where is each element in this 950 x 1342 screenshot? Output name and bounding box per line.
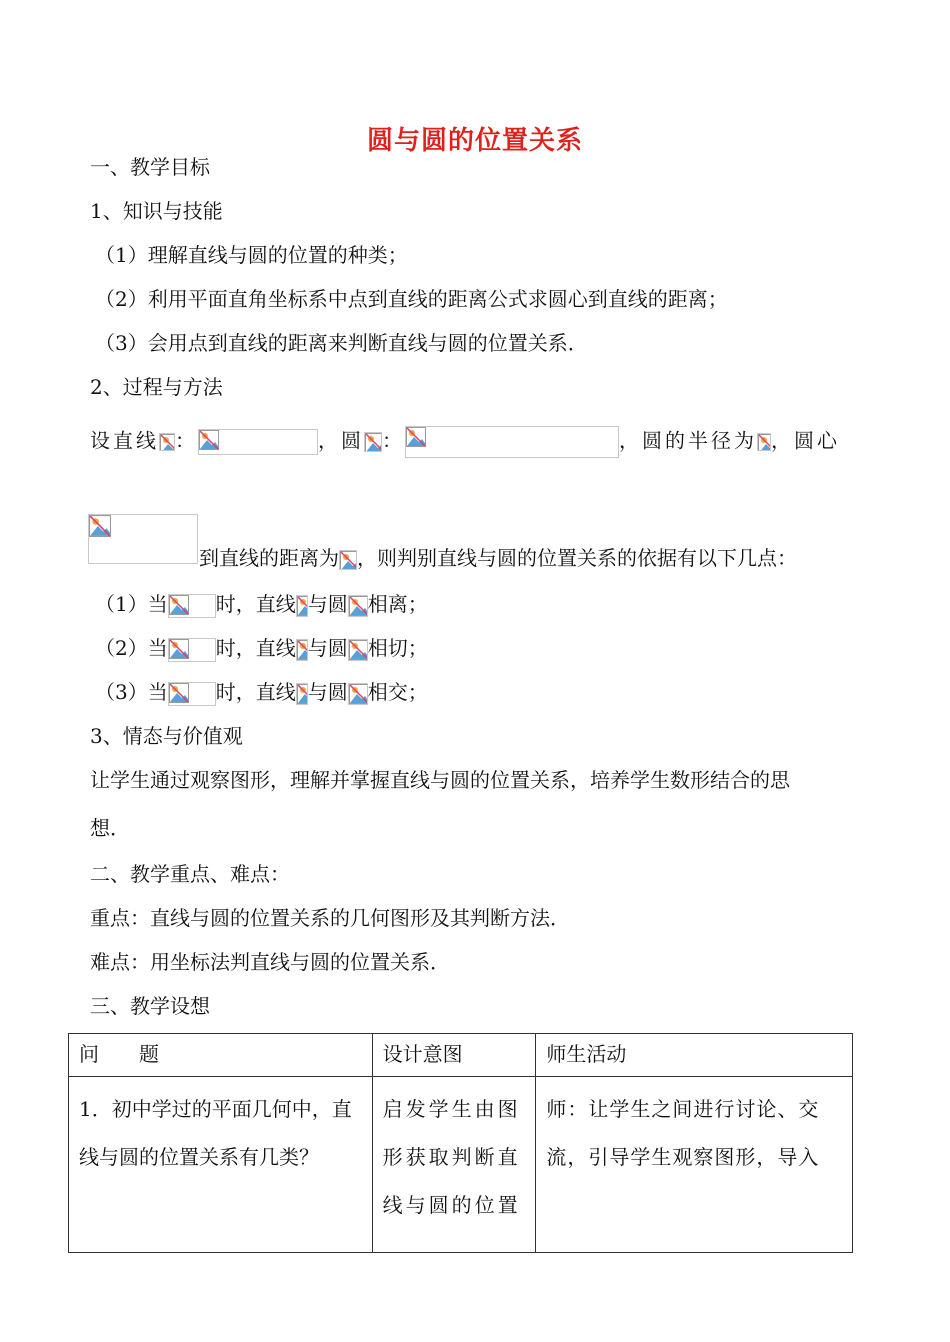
circle-symbol-image-icon — [348, 639, 368, 661]
knowledge-item-1: （1）理解直线与圆的位置的种类； — [95, 243, 408, 267]
condition-3: （3）当 时，直线 与圆 相交； — [95, 680, 428, 704]
knowledge-item-3: （3）会用点到直线的距离来判断直线与圆的位置关系． — [95, 331, 588, 355]
values-text-line1: 让学生通过观察图形，理解并掌握直线与圆的位置关系，培养学生数形结合的思 — [90, 768, 790, 792]
radius-image-icon — [757, 433, 771, 451]
subsection-values: 3、情态与价值观 — [90, 724, 243, 748]
center-coordinate-image-icon — [88, 514, 198, 564]
line-symbol-image-icon — [296, 639, 308, 661]
condition-3-formula-image-icon — [168, 682, 216, 706]
subsection-process: 2、过程与方法 — [90, 375, 223, 399]
cell-intent: 启发学生由图形获取判断直线与圆的位置 — [372, 1077, 536, 1253]
header-intent: 设计意图 — [372, 1034, 536, 1077]
section-3-heading: 三、教学设想 — [90, 994, 210, 1018]
condition-2-formula-image-icon — [168, 638, 216, 662]
values-text-line2: 想． — [90, 816, 130, 840]
cell-question: 1．初中学过的平面几何中，直线与圆的位置关系有几类？ — [69, 1077, 373, 1253]
line-symbol-image-icon — [296, 595, 308, 617]
line-equation-image-icon — [198, 429, 318, 455]
knowledge-item-2: （2）利用平面直角坐标系中点到直线的距离公式求圆心到直线的距离； — [95, 287, 728, 311]
header-question: 问 题 — [69, 1034, 373, 1077]
circle-symbol-image-icon — [348, 683, 368, 705]
line-formula-image-icon — [159, 433, 175, 451]
condition-1: （1）当 时，直线 与圆 相离； — [95, 592, 428, 616]
section-1-heading: 一、教学目标 — [90, 155, 210, 179]
subsection-knowledge: 1、知识与技能 — [90, 199, 223, 223]
condition-2: （2）当 时，直线 与圆 相切； — [95, 636, 428, 660]
header-activity: 师生活动 — [536, 1034, 853, 1077]
cell-activity: 师：让学生之间进行讨论、交流，引导学生观察图形，导入 — [536, 1077, 853, 1253]
difficult-point: 难点：用坐标法判直线与圆的位置关系． — [90, 950, 450, 974]
circle-symbol-image-icon — [364, 432, 382, 452]
condition-1-formula-image-icon — [168, 594, 216, 618]
line-symbol-image-icon — [296, 683, 308, 705]
distance-image-icon — [339, 550, 357, 570]
document-title: 圆与圆的位置关系 — [366, 126, 583, 156]
process-paragraph-line1: 设直线 ： ，圆 ： ，圆的半径为 ，圆心 — [90, 426, 840, 458]
section-2-heading: 二、教学重点、难点： — [90, 862, 290, 886]
key-point: 重点：直线与圆的位置关系的几何图形及其判断方法． — [90, 906, 570, 930]
process-paragraph-line2: 到直线的距离为 ，则判别直线与圆的位置关系的依据有以下几点： — [199, 546, 797, 570]
table-header-row — [69, 1034, 853, 1077]
circle-equation-image-icon — [405, 426, 619, 458]
teaching-plan-table — [68, 1033, 853, 1253]
table-row — [69, 1077, 853, 1253]
circle-symbol-image-icon — [348, 595, 368, 617]
